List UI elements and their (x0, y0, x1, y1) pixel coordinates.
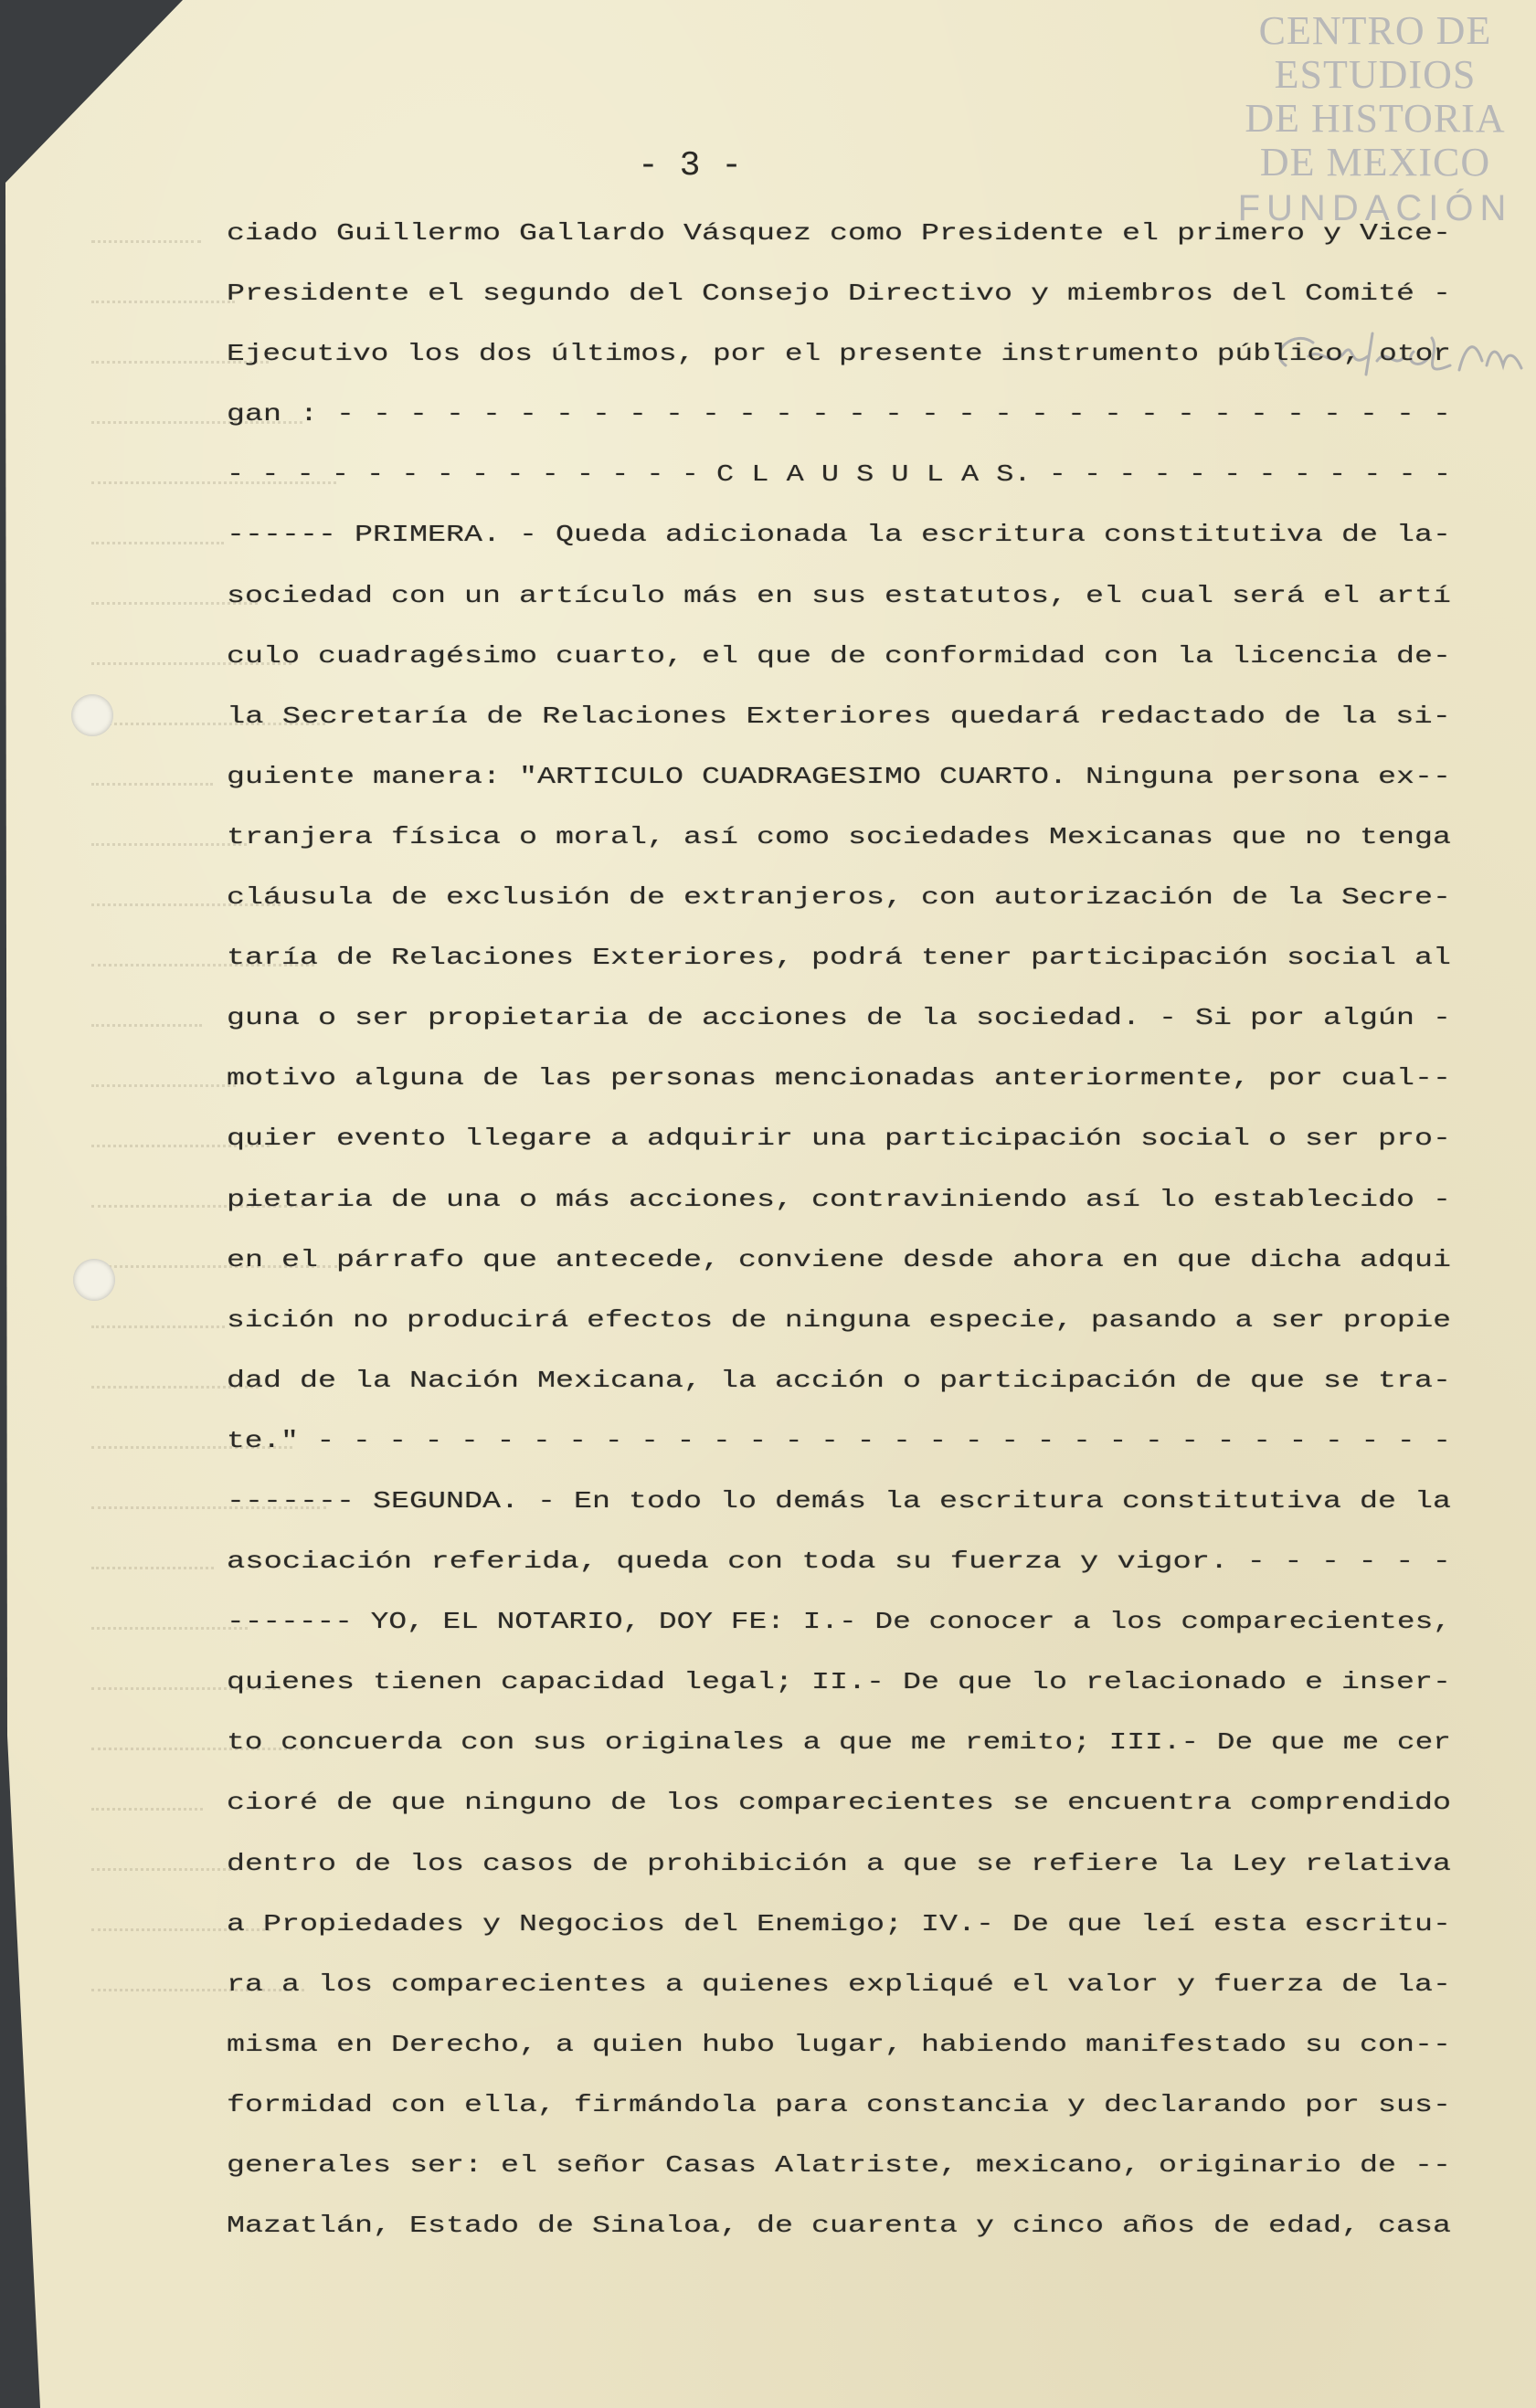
bleed-stroke (91, 786, 247, 846)
text-line: dad de la Nación Mexicana, la acción o participación de que se tra- (227, 1366, 1451, 1394)
text-line: ciado Guillermo Gallardo Vásquez como Presidente el primero y Vice- (227, 219, 1451, 247)
text-line: en el párrafo que antecede, conviene desde ahora en que dicha adqui (227, 1245, 1451, 1273)
text-line: taría de Relaciones Exteriores, podrá tener participación social al (227, 944, 1451, 972)
bleed-stroke (91, 1569, 248, 1630)
bleed-stroke (91, 966, 202, 1027)
page-number: - 3 - (637, 146, 743, 185)
bleed-stroke (91, 1027, 236, 1087)
text-line: cioré de que ninguno de los comparecientes se encuentra comprendido (227, 1789, 1451, 1817)
bleed-stroke (91, 183, 201, 243)
text-line: guna o ser propietaria de acciones de la sociedad. - Si por algún - (227, 1004, 1451, 1032)
text-line: ------- YO, EL NOTARIO, DOY FE: I.- De conocer a los comparecientes, (227, 1608, 1451, 1636)
text-line: dentro de los casos de prohibición a que se refiere la Ley relativa (227, 1849, 1451, 1877)
text-line: guiente manera: "ARTICULO CUADRAGESIMO CUARTO. Ninguna persona ex-- (227, 762, 1451, 790)
watermark-line-3: DE HISTORIA (1245, 96, 1506, 141)
text-line: quienes tienen capacidad legal; II.- De que lo relacionado e inser- (227, 1668, 1451, 1696)
text-line: asociación referida, queda con toda su fuerza y vigor. - - - - - - (227, 1547, 1451, 1576)
text-line: pietaria de una o más acciones, contraviniendo así lo establecido - (227, 1185, 1451, 1213)
watermark-foundation: FUNDACIÓN (1237, 188, 1513, 228)
bleed-stroke (91, 243, 235, 303)
document-body (227, 203, 1451, 2255)
text-line: to concuerda con sus originales a que me remito; III.- De que me cer (227, 1728, 1451, 1757)
text-line: gan : - - - - - - - - - - - - - - - - - - - - - - - - - - - - - - - (227, 400, 1451, 428)
bleed-stroke (91, 1811, 237, 1871)
text-line: ra a los comparecientes a quienes expliqué el valor y fuerza de la- (227, 1970, 1451, 1998)
text-line: culo cuadragésimo cuarto, el que de conformidad con la licencia de- (227, 641, 1451, 670)
text-line: ------ PRIMERA. - Queda adicionada la escritura constitutiva de la- (227, 521, 1451, 549)
text-line: formidad con ella, firmándola para constancia y declarando por sus- (227, 2090, 1451, 2118)
bleed-stroke (91, 484, 224, 544)
archive-watermark (1220, 9, 1531, 230)
text-line: generales ser: el señor Casas Alatriste, mexicano, originario de -- (227, 2151, 1451, 2179)
bleed-stroke (91, 1750, 203, 1811)
text-line: motivo alguna de las personas mencionadas anteriormente, por cual-- (227, 1064, 1451, 1093)
text-line: misma en Derecho, a quien hubo lugar, habiendo manifestado su con-- (227, 2030, 1451, 2058)
text-line: sición no producirá efectos de ninguna especie, pasando a ser propie (227, 1305, 1451, 1334)
watermark-line-1: CENTRO DE (1258, 8, 1492, 53)
text-line: sociedad con un artículo más en sus estatutos, el cual será el artí (227, 581, 1451, 609)
bleed-stroke (91, 1509, 214, 1569)
text-line: cláusula de exclusión de extranjeros, con autorización de la Secre- (227, 883, 1451, 912)
text-line: ------- SEGUNDA. - En todo lo demás la escritura constitutiva de la (227, 1486, 1451, 1515)
punch-hole-bottom (73, 1259, 115, 1301)
text-line: la Secretaría de Relaciones Exteriores quedará redactado de la si- (227, 702, 1451, 730)
bleed-stroke (91, 725, 213, 786)
punch-hole-top (71, 694, 113, 736)
text-line: te." - - - - - - - - - - - - - - - - - - - - - - - - - - - - - - - - (227, 1426, 1451, 1454)
text-line: quier evento llegare a adquirir una participación social o ser pro- (227, 1125, 1451, 1153)
text-line: tranjera física o moral, así como sociedades Mexicanas que no tenga (227, 822, 1451, 850)
watermark-line-4: DE MEXICO (1259, 140, 1491, 185)
text-line: Presidente el segundo del Consejo Directivo y miembros del Comité - (227, 280, 1451, 308)
text-line: - - - - - - - - - - - - - - C L A U S U L A S. - - - - - - - - - - - - (227, 460, 1451, 489)
text-line: Mazatlán, Estado de Sinaloa, de cuarenta y cinco años de edad, casa (227, 2212, 1451, 2240)
text-line: a Propiedades y Negocios del Enemigo; IV.- De que leí esta escritu- (227, 1909, 1451, 1938)
watermark-line-2: ESTUDIOS (1274, 52, 1477, 97)
text-line: Ejecutivo los dos últimos, por el presente instrumento público, otor (227, 340, 1451, 368)
